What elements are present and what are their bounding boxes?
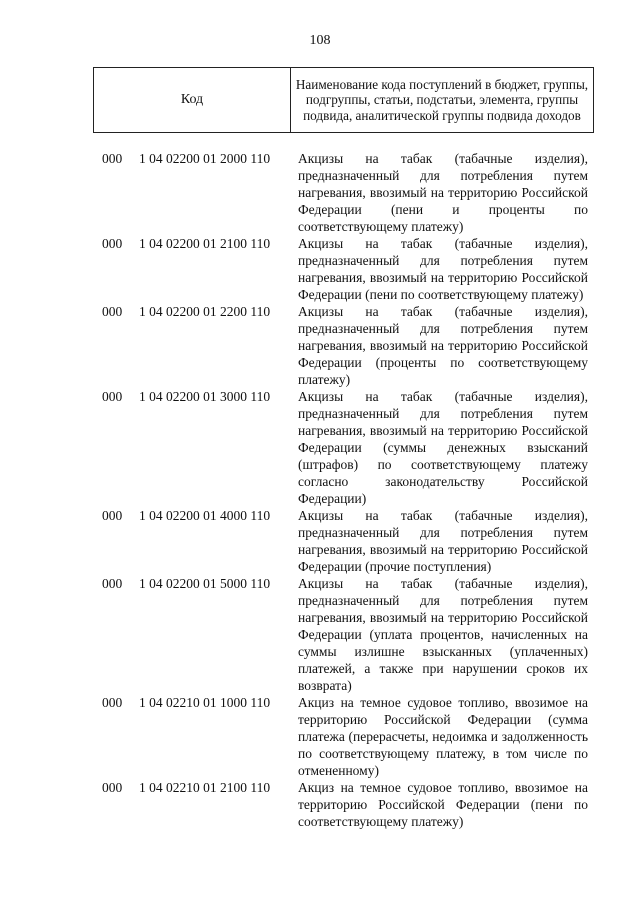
row-admin-code: 000 xyxy=(102,508,123,523)
row-description: Акцизы на табак (табачные изделия), предназначенный для потребления путем нагревания, ввозимый на территорию Российской Федерации (пени и проценты по соответствующему платежу) xyxy=(298,151,588,234)
row-description: Акцизы на табак (табачные изделия), предназначенный для потребления путем нагревания, ввозимый на территорию Российской Федерации (пени по соответствующему платежу) xyxy=(298,236,588,302)
row-income-code: 1 04 02200 01 4000 110 xyxy=(139,508,271,523)
row-admin-code: 000 xyxy=(102,151,123,166)
table-row xyxy=(0,694,640,779)
row-description: Акцизы на табак (табачные изделия), предназначенный для потребления путем нагревания, ввозимый на территорию Российской Федерации (проценты по соответствующему платежу) xyxy=(298,304,588,387)
row-income-code: 1 04 02210 01 1000 110 xyxy=(139,695,271,710)
table-row xyxy=(0,388,640,507)
row-description: Акциз на темное судовое топливо, ввозимое на территорию Российской Федерации (пени по соответствующему платежу) xyxy=(298,780,588,829)
table-body xyxy=(0,150,640,830)
header-name-label: Наименование кода поступлений в бюджет, группы, подгруппы, статьи, подстатьи, элемента, группы подвида, аналитической группы подвида доходов xyxy=(295,76,589,123)
row-admin-code: 000 xyxy=(102,389,123,404)
row-income-code: 1 04 02200 01 2100 110 xyxy=(139,236,271,251)
page-number: 108 xyxy=(309,33,331,48)
table-row xyxy=(0,303,640,388)
row-income-code: 1 04 02200 01 5000 110 xyxy=(139,576,271,591)
row-income-code: 1 04 02200 01 3000 110 xyxy=(139,389,271,404)
table-row xyxy=(0,575,640,694)
header-code-label: Код xyxy=(94,68,291,132)
table-header xyxy=(93,67,594,133)
row-admin-code: 000 xyxy=(102,304,123,319)
row-admin-code: 000 xyxy=(102,780,123,795)
row-admin-code: 000 xyxy=(102,576,123,591)
table-row xyxy=(0,235,640,303)
row-income-code: 1 04 02200 01 2000 110 xyxy=(139,151,271,166)
row-admin-code: 000 xyxy=(102,236,123,251)
row-income-code: 1 04 02210 01 2100 110 xyxy=(139,780,271,795)
row-admin-code: 000 xyxy=(102,695,123,710)
row-description: Акцизы на табак (табачные изделия), предназначенный для потребления путем нагревания, ввозимый на территорию Российской Федерации (прочие поступления) xyxy=(298,508,588,574)
table-row xyxy=(0,507,640,575)
row-description: Акциз на темное судовое топливо, ввозимое на территорию Российской Федерации (сумма платежа (перерасчеты, недоимка и задолженность по соответствующему платежу, в том числе по отмененному) xyxy=(298,695,588,778)
table-row xyxy=(0,779,640,830)
row-description: Акцизы на табак (табачные изделия), предназначенный для потребления путем нагревания, ввозимый на территорию Российской Федерации (суммы денежных взысканий (штрафов) по соответствующему платежу согласно законодательству Российской Федерации) xyxy=(298,389,588,506)
table-row xyxy=(0,150,640,235)
row-description: Акцизы на табак (табачные изделия), предназначенный для потребления путем нагревания, ввозимый на территорию Российской Федерации (уплата процентов, начисленных на суммы излишне взысканных (уплаченных) платежей, а также при нарушении сроков их возврата) xyxy=(298,576,588,693)
row-income-code: 1 04 02200 01 2200 110 xyxy=(139,304,271,319)
